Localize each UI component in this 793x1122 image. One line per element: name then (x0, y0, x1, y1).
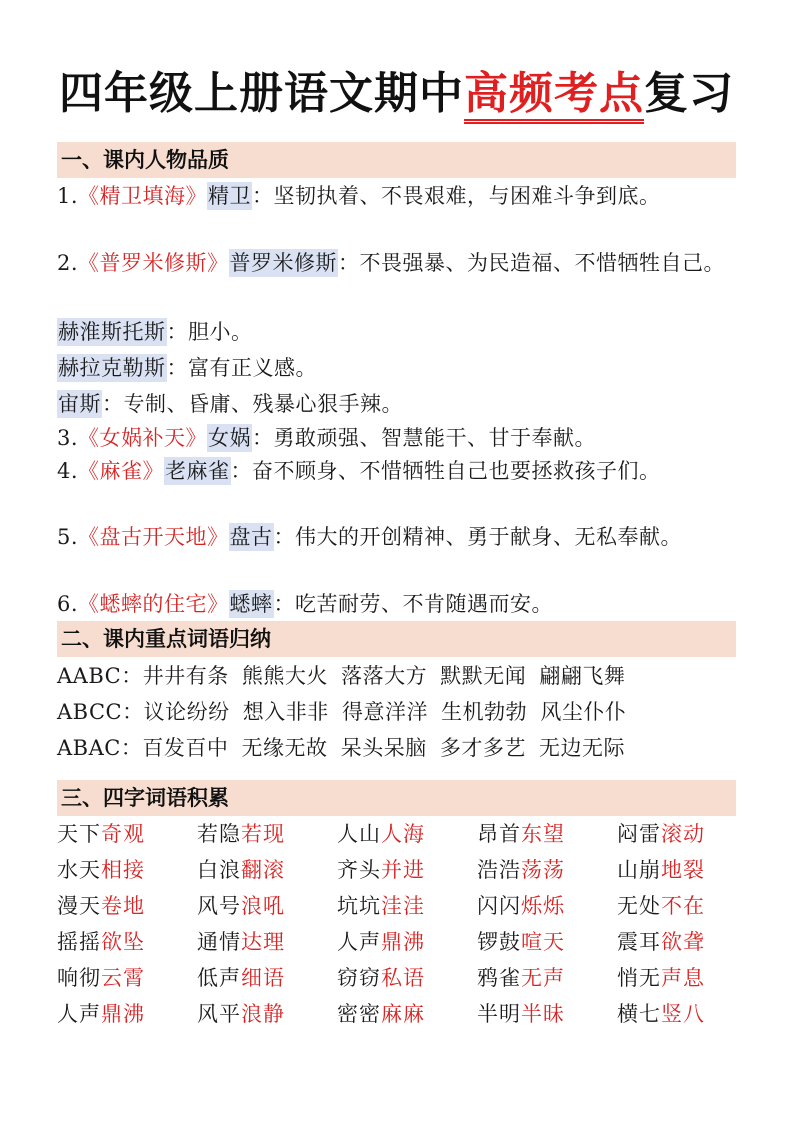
idiom-item (197, 853, 285, 888)
idiom-second-half: 无声 (521, 966, 565, 990)
character-name: 蟋蟀 (229, 592, 273, 616)
word-line-aabc (57, 659, 737, 694)
idiom-first-half: 昂首 (477, 822, 521, 846)
character-name: 普罗米修斯 (229, 251, 338, 275)
idiom-item (197, 925, 285, 960)
book-title: 《女娲补天》 (78, 426, 208, 450)
idiom-item (57, 889, 145, 924)
character-trait: ：胆小。 (166, 320, 253, 344)
idiom-first-half: 摇摇 (57, 930, 101, 954)
idiom-item (57, 925, 145, 960)
idiom-second-half: 地裂 (661, 858, 705, 882)
idiom-first-half: 人山 (337, 822, 381, 846)
pattern-words: 井井有条 熊熊大火 落落大方 默默无闻 翩翩飞舞 (142, 664, 626, 688)
idiom-item (57, 961, 145, 996)
idiom-item (337, 997, 425, 1032)
idiom-second-half: 竖八 (661, 1002, 705, 1026)
pattern-words: 百发百中 无缘无故 呆头呆脑 多才多艺 无边无际 (142, 736, 626, 760)
idiom-item (197, 889, 285, 924)
idiom-second-half: 浪静 (241, 1002, 285, 1026)
idiom-second-half: 并进 (381, 858, 425, 882)
idiom-first-half: 漫天 (57, 894, 101, 918)
idiom-first-half: 浩浩 (477, 858, 521, 882)
idiom-first-half: 鸦雀 (477, 966, 521, 990)
idiom-item (617, 853, 705, 888)
idiom-first-half: 坑坑 (337, 894, 381, 918)
idiom-item (337, 925, 425, 960)
idiom-item (197, 817, 285, 852)
character-trait: ：勇敢顽强、智慧能干、甘于奉献。 (252, 426, 597, 450)
character-name: 精卫 (208, 184, 252, 208)
character-trait: ：不畏强暴、为民造福、不惜牺牲自己。 (338, 251, 726, 275)
idiom-second-half: 人海 (381, 822, 425, 846)
idiom-item (477, 889, 565, 924)
idiom-first-half: 锣鼓 (477, 930, 521, 954)
item-2: 2.《普罗米修斯》普罗米修斯：不畏强暴、为民造福、不惜牺牲自己。 (57, 251, 726, 275)
character-name: 老麻雀 (165, 459, 230, 483)
character-name: 盘古 (229, 525, 273, 549)
idiom-first-half: 横七 (617, 1002, 661, 1026)
idiom-first-half: 风平 (197, 1002, 241, 1026)
character-name: 宙斯 (58, 392, 101, 416)
idiom-second-half: 奇观 (101, 822, 145, 846)
idiom-first-half: 悄无 (617, 966, 661, 990)
idiom-first-half: 天下 (57, 822, 101, 846)
title-part2: 复习 (644, 68, 734, 119)
character-trait: ：坚韧执着、不畏艰难，与困难斗争到底。 (252, 184, 661, 208)
idiom-item (197, 997, 285, 1032)
idiom-first-half: 闷雷 (617, 822, 661, 846)
idiom-second-half: 东望 (521, 822, 565, 846)
idiom-item (617, 925, 705, 960)
idiom-second-half: 半昧 (521, 1002, 565, 1026)
idiom-item (337, 817, 425, 852)
idiom-item (617, 817, 705, 852)
idiom-first-half: 低声 (197, 966, 241, 990)
idiom-item (477, 853, 565, 888)
word-line-abcc (57, 695, 737, 730)
idiom-item (337, 853, 425, 888)
idiom-second-half: 声息 (661, 966, 705, 990)
idiom-second-half: 麻麻 (381, 1002, 425, 1026)
idiom-item (617, 997, 705, 1032)
idiom-second-half: 鼎沸 (101, 1002, 145, 1026)
book-title: 《盘古开天地》 (78, 525, 229, 549)
character-trait: ：富有正义感。 (166, 356, 317, 380)
idiom-second-half: 浪吼 (241, 894, 285, 918)
idiom-item (57, 853, 145, 888)
idiom-first-half: 无处 (617, 894, 661, 918)
idiom-second-half: 卷地 (101, 894, 145, 918)
character-trait: ：专制、昏庸、残暴心狠手辣。 (102, 392, 403, 416)
section3-heading: 三、四字词语积累 (61, 786, 229, 810)
idiom-second-half: 翻滚 (241, 858, 285, 882)
idiom-first-half: 若隐 (197, 822, 241, 846)
idiom-first-half: 窃窃 (337, 966, 381, 990)
idiom-second-half: 滚动 (661, 822, 705, 846)
idiom-item (477, 925, 565, 960)
idiom-item (617, 961, 705, 996)
title-highlight: 高频考点 (464, 68, 644, 124)
idiom-item (337, 889, 425, 924)
idiom-first-half: 人声 (57, 1002, 101, 1026)
idiom-second-half: 喧天 (521, 930, 565, 954)
idiom-second-half: 私语 (381, 966, 425, 990)
idiom-second-half: 细语 (241, 966, 285, 990)
idiom-second-half: 烁烁 (521, 894, 565, 918)
idiom-item (57, 817, 145, 852)
item-1: 1.《精卫填海》精卫：坚韧执着、不畏艰难，与困难斗争到底。 (57, 184, 661, 208)
section1-heading: 一、课内人物品质 (61, 148, 229, 172)
idiom-second-half: 若现 (241, 822, 285, 846)
idiom-second-half: 洼洼 (381, 894, 425, 918)
book-title: 《麻雀》 (78, 459, 165, 483)
idiom-item (477, 997, 565, 1032)
idiom-second-half: 荡荡 (521, 858, 565, 882)
book-title: 《普罗米修斯》 (78, 251, 229, 275)
idiom-second-half: 相接 (101, 858, 145, 882)
item-2-sub-2 (57, 351, 737, 386)
book-title: 《精卫填海》 (78, 184, 208, 208)
item-3: 3.《女娲补天》女娲：勇敢顽强、智慧能干、甘于奉献。 (57, 426, 597, 450)
pattern-label: AABC： (57, 664, 143, 688)
page-title (0, 62, 793, 126)
idiom-first-half: 风号 (197, 894, 241, 918)
section2-heading: 二、课内重点词语归纳 (61, 627, 271, 651)
item-2-sub-1 (57, 315, 737, 350)
idiom-item (337, 961, 425, 996)
idiom-first-half: 白浪 (197, 858, 241, 882)
idiom-first-half: 通情 (197, 930, 241, 954)
idiom-item (617, 889, 705, 924)
character-trait: ：伟大的开创精神、勇于献身、无私奉献。 (273, 525, 683, 549)
item-4: 4.《麻雀》老麻雀：奋不顾身、不惜牺牲自己也要拯救孩子们。 (57, 459, 661, 483)
idiom-item (477, 961, 565, 996)
idiom-first-half: 山崩 (617, 858, 661, 882)
title-part1: 四年级上册语文期中 (59, 68, 464, 119)
pattern-label: ABAC： (57, 736, 143, 760)
character-trait: ：奋不顾身、不惜牺牲自己也要拯救孩子们。 (230, 459, 661, 483)
idiom-first-half: 半明 (477, 1002, 521, 1026)
idiom-item (477, 817, 565, 852)
idiom-second-half: 欲坠 (101, 930, 145, 954)
pattern-label: ABCC： (57, 700, 144, 724)
idiom-first-half: 水天 (57, 858, 101, 882)
item-6: 6.《蟋蟀的住宅》蟋蟀：吃苦耐劳、不肯随遇而安。 (57, 592, 554, 616)
character-trait: ：吃苦耐劳、不肯随遇而安。 (273, 592, 554, 616)
idiom-first-half: 震耳 (617, 930, 661, 954)
idiom-second-half: 鼎沸 (381, 930, 425, 954)
idiom-first-half: 人声 (337, 930, 381, 954)
idiom-second-half: 欲聋 (661, 930, 705, 954)
item-5: 5.《盘古开天地》盘古：伟大的开创精神、勇于献身、无私奉献。 (57, 525, 683, 549)
character-name: 赫拉克勒斯 (58, 356, 166, 380)
pattern-words: 议论纷纷 想入非非 得意洋洋 生机勃勃 风尘仆仆 (143, 700, 627, 724)
idiom-second-half: 达理 (241, 930, 285, 954)
item-2-sub-3 (57, 387, 737, 422)
idiom-second-half: 不在 (661, 894, 705, 918)
word-line-abac (57, 731, 737, 766)
idiom-first-half: 闪闪 (477, 894, 521, 918)
idiom-second-half: 云霄 (101, 966, 145, 990)
book-title: 《蟋蟀的住宅》 (78, 592, 229, 616)
idiom-first-half: 响彻 (57, 966, 101, 990)
idiom-item (197, 961, 285, 996)
idiom-first-half: 齐头 (337, 858, 381, 882)
character-name: 赫淮斯托斯 (58, 320, 166, 344)
character-name: 女娲 (208, 426, 252, 450)
idiom-first-half: 密密 (337, 1002, 381, 1026)
idiom-item (57, 997, 145, 1032)
